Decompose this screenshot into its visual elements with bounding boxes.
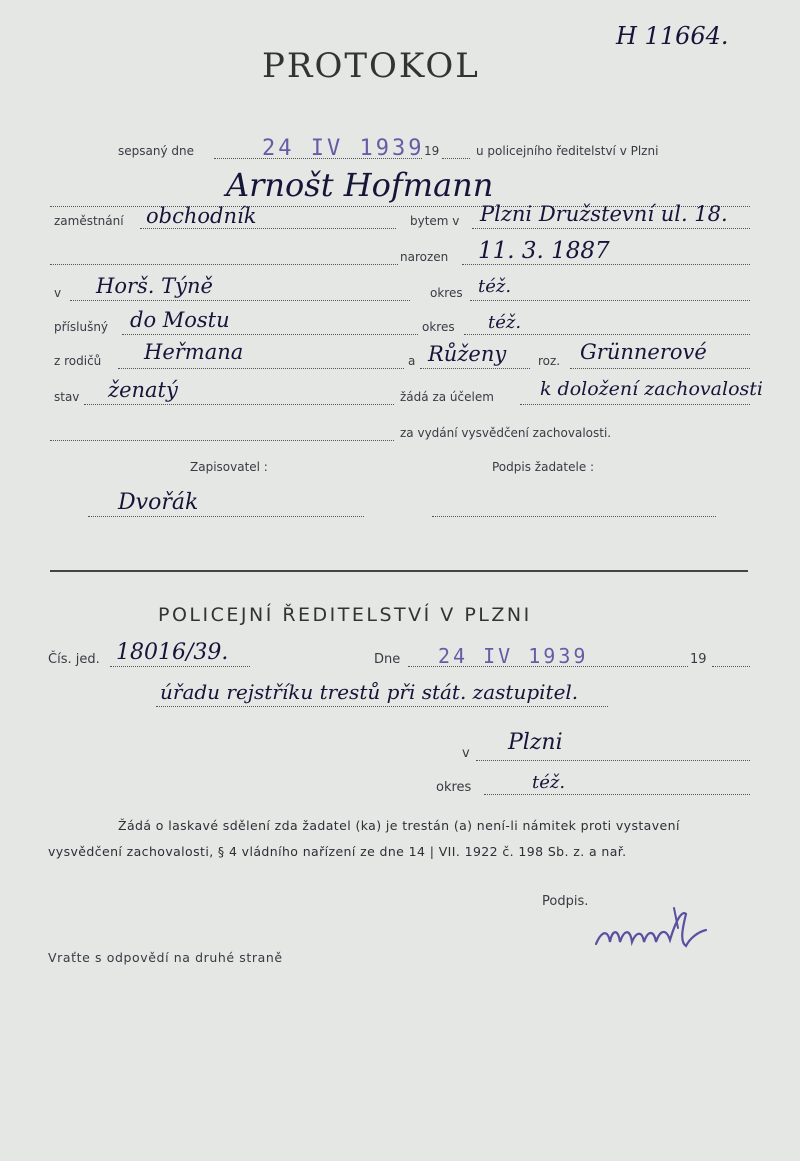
- district2-label: okres: [422, 320, 455, 334]
- birthplace-value: Horš. Týně: [96, 274, 213, 298]
- occupation-value: obchodník: [146, 204, 257, 228]
- sepsany-label: sepsaný dne: [118, 144, 194, 158]
- protocol-date-stamp: 24 IV 1939: [262, 136, 425, 161]
- occupation-label: zaměstnání: [54, 214, 124, 228]
- request-line-1: Žádá o laskavé sdělení zda žadatel (ka) je trestán (a) není-li námitek proti vystavení: [118, 818, 680, 833]
- residence-value: Plzni Družstevní ul. 18.: [480, 202, 728, 226]
- page-title: PROTOKOL: [262, 46, 480, 86]
- signature-label: Podpis.: [542, 894, 589, 909]
- belonging-label: příslušný: [54, 320, 109, 334]
- father-value: Heřmana: [144, 340, 244, 364]
- addressee-value: úřadu rejstříku trestů při stát. zastupitel.: [160, 680, 579, 704]
- dir-in-label: v: [462, 746, 470, 761]
- district-value: též.: [478, 276, 512, 297]
- district-label: okres: [430, 286, 463, 300]
- nee-label: roz.: [538, 354, 561, 368]
- residence-label: bytem v: [410, 214, 460, 228]
- district2-value: též.: [488, 312, 522, 333]
- date-label: Dne: [374, 652, 401, 667]
- section-divider: [50, 570, 748, 572]
- mother-maiden-value: Grünnerové: [580, 340, 707, 364]
- directorate-heading: POLICEJNÍ ŘEDITELSTVÍ V PLZNI: [158, 604, 532, 626]
- file-label: Čís. jed.: [48, 652, 100, 667]
- born-label: narozen: [400, 250, 449, 264]
- born-value: 11. 3. 1887: [478, 238, 610, 264]
- official-signature: [590, 900, 720, 960]
- request-line-2: vysvědčení zachovalosti, § 4 vládního nařízení ze dne 14 | VII. 1922 č. 198 Sb. z. a nař.: [48, 844, 627, 859]
- place-value: Plzni: [508, 730, 563, 755]
- and-label: a: [408, 354, 416, 368]
- in-label: v: [54, 286, 62, 300]
- applicant-name: Arnošt Hofmann: [226, 166, 494, 204]
- return-note: Vraťte s odpovědí na druhé straně: [48, 950, 283, 965]
- recorder-label: Zapisovatel :: [190, 460, 268, 474]
- parents-label: z rodičů: [54, 354, 102, 368]
- dir-district-value: též.: [532, 772, 566, 793]
- office-label: u policejního ředitelství v Plzni: [476, 144, 659, 158]
- year-suffix: 19: [690, 652, 707, 667]
- reference-number: H 11664.: [616, 22, 729, 50]
- certificate-label: za vydání vysvědčení zachovalosti.: [400, 426, 612, 440]
- status-value: ženatý: [108, 378, 178, 402]
- applicant-sign-label: Podpis žadatele :: [492, 460, 595, 474]
- mother-value: Růženy: [428, 342, 507, 366]
- dir-district-label: okres: [436, 780, 472, 795]
- year-prefix: 19: [424, 144, 440, 158]
- file-value: 18016/39.: [116, 640, 229, 665]
- request-label: žádá za účelem: [400, 390, 494, 404]
- directorate-date-stamp: 24 IV 1939: [438, 644, 589, 668]
- status-label: stav: [54, 390, 80, 404]
- request-value: k doložení zachovalosti: [540, 378, 763, 400]
- recorder-value: Dvořák: [118, 490, 199, 515]
- belonging-value: do Mostu: [130, 308, 230, 332]
